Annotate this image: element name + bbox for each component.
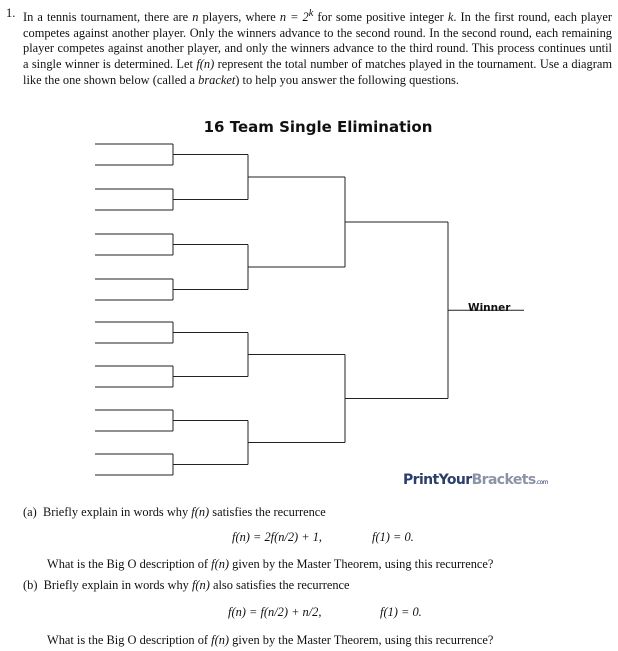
problem-statement bbox=[6, 6, 612, 88]
problem-text: In a tennis tournament, there are n players, where $n = 2^k$ for some positive integer k. In the first round, each player competes against another player. Only the winners advance to the second round. In the second round, each remaining player competes against another player, and only the winners advance to the third round. This process continues until a single winner is determined. Let f(n) represent the total number of matches played in the tournament. Use a diagram like the one shown below (called a bracket) to help you answer the following questions. bbox=[23, 8, 612, 87]
part-b-question: What is the Big O description of f(n) given by the Master Theorem, using this recurrence? bbox=[47, 633, 494, 647]
problem-number: 1. bbox=[6, 6, 16, 20]
winner-label: Winner bbox=[468, 302, 511, 314]
print-your-brackets-logo: PrintYourBrackets.com bbox=[403, 472, 548, 488]
part-a-question: What is the Big O description of f(n) given by the Master Theorem, using this recurrence? bbox=[47, 557, 494, 571]
part-a-base-case: f(1) = 0. bbox=[372, 530, 414, 544]
part-a-prompt: (a) Briefly explain in words why f(n) satisfies the recurrence bbox=[23, 505, 326, 519]
bracket-diagram bbox=[0, 110, 618, 495]
part-b-prompt: (b) Briefly explain in words why f(n) also satisfies the recurrence bbox=[23, 578, 350, 592]
bracket-title: 16 Team Single Elimination bbox=[203, 118, 433, 136]
part-b-recurrence: f(n) = f(n/2) + n/2, bbox=[228, 605, 322, 619]
part-b-base-case: f(1) = 0. bbox=[380, 605, 422, 619]
part-a-recurrence: f(n) = 2f(n/2) + 1, bbox=[232, 530, 323, 544]
